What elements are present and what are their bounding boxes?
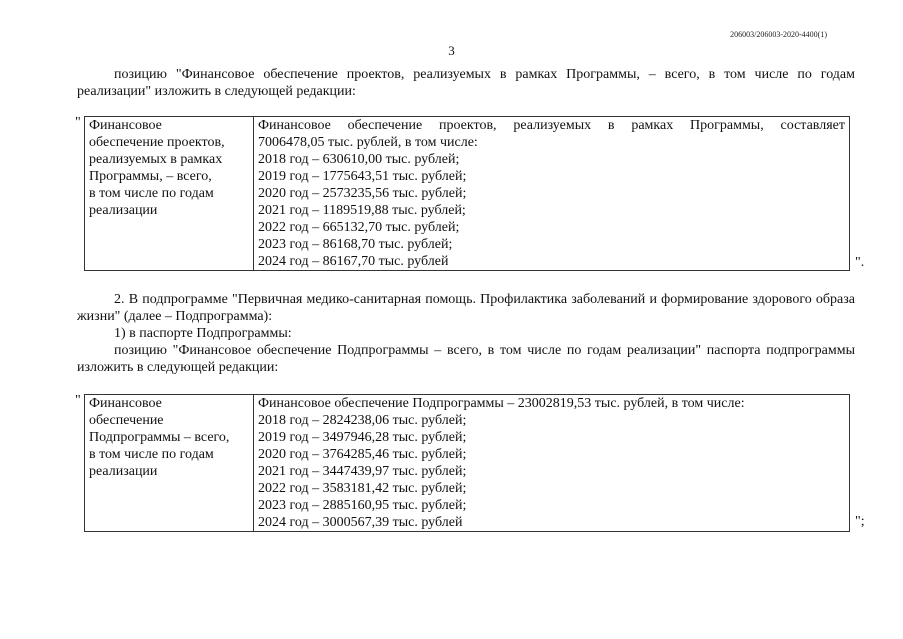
table2-right-line: 2018 год – 2824238,06 тыс. рублей; [258, 413, 467, 428]
paragraph-subprogram-2: 2. В подпрограмме "Первичная медико-санитарная помощь. Профилактика заболеваний и формирование здорового образа жизни" (далее – Подпрограмма): [77, 292, 855, 324]
table-projects-financing [84, 116, 850, 271]
table1-left-line: реализации [89, 203, 158, 218]
table2-left-line: Подпрограммы – всего, [89, 430, 230, 445]
table1-left-line: Финансовое [89, 118, 162, 133]
table2-open-quote: " [75, 393, 81, 408]
table1-right-line: 2021 год – 1189519,88 тыс. рублей; [258, 203, 466, 218]
page-number: 3 [448, 43, 455, 58]
table1-right-line: 2023 год – 86168,70 тыс. рублей; [258, 237, 453, 252]
table1-left-line: в том числе по годам [89, 186, 214, 201]
table2-right-line: 2021 год – 3447439,97 тыс. рублей; [258, 464, 467, 479]
table1-open-quote: " [75, 115, 81, 130]
table2-right-line: 2020 год – 3764285,46 тыс. рублей; [258, 447, 467, 462]
document-code: 206003/206003-2020-4400(1) [730, 30, 827, 39]
paragraph-position-subprogram: позицию "Финансовое обеспечение Подпрограммы – всего, в том числе по годам реализации" паспорта подпрограммы изложить в следующей редакции: [77, 343, 855, 375]
table2-right-line: 2024 год – 3000567,39 тыс. рублей [258, 515, 463, 530]
table2-right-line: Финансовое обеспечение Подпрограммы – 23002819,53 тыс. рублей, в том числе: [258, 396, 745, 411]
table1-left-line: обеспечение проектов, [89, 135, 225, 150]
table1-left-line: Программы, – всего, [89, 169, 212, 184]
table1-left-cell [85, 117, 254, 271]
table2-right-cell [254, 395, 850, 532]
table1-left-line: реализуемых в рамках [89, 152, 223, 167]
table1-right-cell [254, 117, 850, 271]
paragraph-position-projects: позицию "Финансовое обеспечение проектов, реализуемых в рамках Программы, – всего, в том числе по годам реализации" изложить в следующей редакции: [77, 67, 855, 99]
table1-right-line: 2020 год – 2573235,56 тыс. рублей; [258, 186, 467, 201]
table1-close-quote: ". [855, 255, 865, 270]
table2-close-quote: "; [855, 514, 865, 529]
table2-right-line: 2022 год – 3583181,42 тыс. рублей; [258, 481, 467, 496]
table1-right-line: 2022 год – 665132,70 тыс. рублей; [258, 220, 460, 235]
table1-right-line: 7006478,05 тыс. рублей, в том числе: [258, 135, 478, 150]
table2-left-cell [85, 395, 254, 532]
table2-right-line: 2023 год – 2885160,95 тыс. рублей; [258, 498, 467, 513]
table2-left-line: в том числе по годам [89, 447, 214, 462]
table1-right-line: 2019 год – 1775643,51 тыс. рублей; [258, 169, 467, 184]
table1-right-line: Финансовое обеспечение проектов, реализуемых в рамках Программы, составляет [258, 118, 845, 133]
table2-left-line: реализации [89, 464, 158, 479]
table2-left-line: Финансовое [89, 396, 162, 411]
table2-left-line: обеспечение [89, 413, 164, 428]
table2-right-line: 2019 год – 3497946,28 тыс. рублей; [258, 430, 467, 445]
table1-right-line: 2018 год – 630610,00 тыс. рублей; [258, 152, 460, 167]
table1-right-line: 2024 год – 86167,70 тыс. рублей [258, 254, 449, 269]
paragraph-passport: 1) в паспорте Подпрограммы: [114, 326, 292, 341]
table-subprogram-financing [84, 394, 850, 532]
